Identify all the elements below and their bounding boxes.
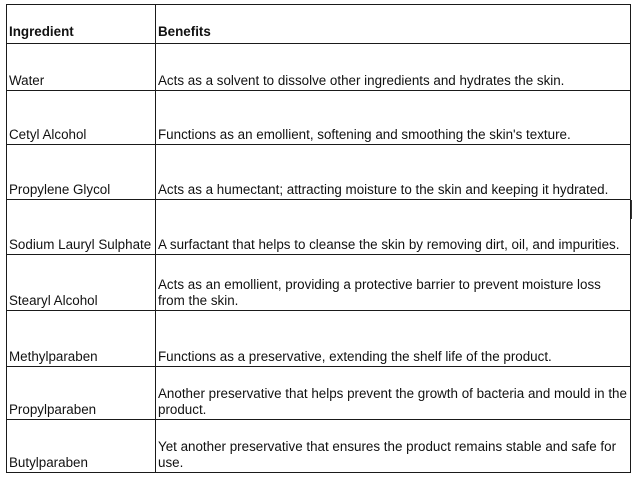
benefits-cell: Functions as an emollient, softening and smoothing the skin's texture.	[156, 91, 631, 145]
ingredient-cell: Propylparaben	[7, 367, 156, 420]
benefits-cell: Another preservative that helps prevent the growth of bacteria and mould in the product.	[156, 367, 631, 420]
benefits-cell: Yet another preservative that ensures the product remains stable and safe for use.	[156, 420, 631, 473]
ingredient-cell: Cetyl Alcohol	[7, 91, 156, 145]
ingredient-cell: Propylene Glycol	[7, 145, 156, 200]
text-cursor	[631, 200, 632, 219]
table-row	[7, 91, 631, 145]
ingredient-cell: Butylparaben	[7, 420, 156, 473]
ingredient-cell: Sodium Lauryl Sulphate	[7, 200, 156, 255]
ingredient-cell: Stearyl Alcohol	[7, 255, 156, 311]
benefits-cell: Functions as a preservative, extending the shelf life of the product.	[156, 311, 631, 367]
header-benefits: Benefits	[156, 5, 631, 44]
benefits-cell: Acts as an emollient, providing a protective barrier to prevent moisture loss from the skin.	[156, 255, 631, 311]
table-row	[7, 200, 631, 255]
header-ingredient: Ingredient	[7, 5, 156, 44]
benefits-cell: Acts as a humectant; attracting moisture to the skin and keeping it hydrated.	[156, 145, 631, 200]
table-row	[7, 420, 631, 473]
ingredient-cell: Methylparaben	[7, 311, 156, 367]
ingredient-cell: Water	[7, 44, 156, 91]
benefits-cell: Acts as a solvent to dissolve other ingredients and hydrates the skin.	[156, 44, 631, 91]
table-header-row	[7, 5, 631, 44]
table-row	[7, 367, 631, 420]
ingredients-table	[6, 4, 631, 473]
table-row	[7, 145, 631, 200]
table-row	[7, 311, 631, 367]
table-row	[7, 44, 631, 91]
table-row	[7, 255, 631, 311]
benefits-cell: A surfactant that helps to cleanse the skin by removing dirt, oil, and impurities.	[156, 200, 631, 255]
